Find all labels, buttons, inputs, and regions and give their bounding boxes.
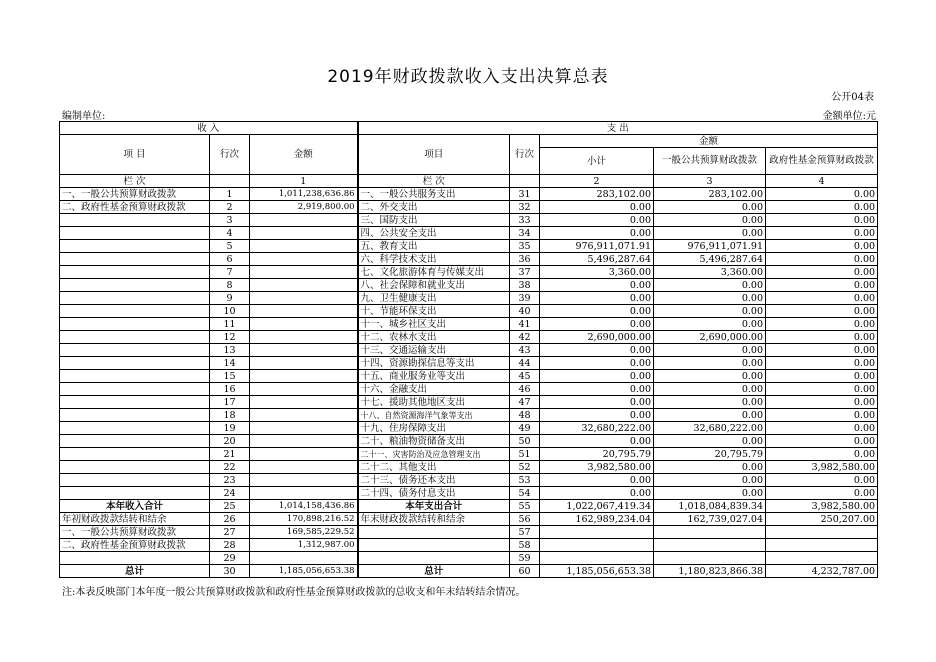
expense-row-no-cell: 32 [510,201,540,214]
total-row [60,513,878,526]
income-amount-cell [250,292,358,305]
income-row-no-cell: 5 [210,240,250,253]
income-row-no-cell: 17 [210,396,250,409]
table-row [60,422,878,435]
gov-fund-cell [766,539,878,552]
general-budget-cell: 0.00 [654,461,766,474]
income-item-cell [60,370,210,383]
gov-fund-cell: 0.00 [766,487,878,500]
gov-fund-cell: 0.00 [766,266,878,279]
column-index-1: 1 [250,175,358,188]
general-budget-cell: 976,911,071.91 [654,240,766,253]
expense-row-no-cell: 45 [510,370,540,383]
subtotal-cell: 0.00 [540,396,654,409]
expense-item-cell: 四、公共安全支出 [358,227,510,240]
expense-item-cell: 一、一般公共服务支出 [358,188,510,201]
column-index-2: 2 [540,175,654,188]
gov-fund-cell: 0.00 [766,435,878,448]
subtotal-cell: 0.00 [540,474,654,487]
subtotal-cell: 0.00 [540,487,654,500]
income-amount-cell [250,240,358,253]
table-row [60,292,878,305]
income-amount-cell: 1,014,158,436.86 [250,500,358,513]
footnote: 注:本表反映部门本年度一般公共预算财政拨款和政府性基金预算财政拨款的总收支和年末结转结余情况。 [62,587,526,598]
gov-fund-cell: 3,982,580.00 [766,461,878,474]
general-budget-cell: 0.00 [654,227,766,240]
income-amount-cell [250,357,358,370]
general-budget-cell: 0.00 [654,474,766,487]
expense-row-no-cell: 40 [510,305,540,318]
column-index-4: 4 [766,175,878,188]
subtotal-cell: 20,795.79 [540,448,654,461]
subtotal-cell: 162,989,234.04 [540,513,654,526]
subtotal-cell: 976,911,071.91 [540,240,654,253]
income-item-cell [60,214,210,227]
income-item-cell [60,331,210,344]
expense-item-cell [358,526,510,539]
subtotal-header: 小计 [540,148,654,175]
income-item-cell [60,344,210,357]
general-budget-cell: 0.00 [654,409,766,422]
general-budget-cell: 0.00 [654,396,766,409]
subtotal-cell: 32,680,222.00 [540,422,654,435]
income-item-cell [60,279,210,292]
income-item-cell [60,292,210,305]
income-item-cell [60,409,210,422]
expense-item-cell: 七、文化旅游体育与传媒支出 [358,266,510,279]
expense-section-header: 支 出 [358,122,878,135]
total-row [60,500,878,513]
expense-row-no-cell: 51 [510,448,540,461]
income-row-no-cell: 1 [210,188,250,201]
expense-item-cell: 总计 [358,565,510,578]
expense-item-cell: 二十一、灾害防治及应急管理支出 [358,448,510,461]
income-item-cell [60,253,210,266]
expense-row-no-cell: 39 [510,292,540,305]
expense-item-cell: 五、教育支出 [358,240,510,253]
income-row-no-cell: 6 [210,253,250,266]
expense-row-no-cell: 35 [510,240,540,253]
general-budget-cell: 283,102.00 [654,188,766,201]
expense-row-no-cell: 42 [510,331,540,344]
gov-fund-header: 政府性基金预算财政拨款 [766,148,878,175]
total-row [60,565,878,578]
gov-fund-cell: 0.00 [766,305,878,318]
table-row [60,201,878,214]
table-row [60,331,878,344]
subtotal-cell: 283,102.00 [540,188,654,201]
income-row-no-cell: 16 [210,383,250,396]
subtotal-cell: 0.00 [540,409,654,422]
income-amount-cell [250,214,358,227]
income-item-cell [60,552,210,565]
income-amount-cell [250,370,358,383]
expense-item-cell: 二十三、债务还本支出 [358,474,510,487]
table-row [60,396,878,409]
general-budget-cell: 0.00 [654,201,766,214]
subtotal-cell: 0.00 [540,435,654,448]
income-item-cell: 总计 [60,565,210,578]
general-budget-cell: 1,180,823,866.38 [654,565,766,578]
income-item-header: 项 目 [60,135,210,175]
gov-fund-cell: 0.00 [766,383,878,396]
income-amount-header: 金额 [250,135,358,175]
income-amount-cell [250,279,358,292]
income-item-cell [60,383,210,396]
subtotal-cell [540,539,654,552]
income-amount-cell: 1,312,987.00 [250,539,358,552]
subtotal-cell: 0.00 [540,214,654,227]
general-budget-cell: 0.00 [654,214,766,227]
income-amount-cell [250,227,358,240]
income-item-cell: 二、政府性基金预算财政拨款 [60,539,210,552]
expense-row-no-cell: 31 [510,188,540,201]
expense-item-header: 项目 [358,135,510,175]
expense-row-no-cell: 52 [510,461,540,474]
subtotal-cell: 0.00 [540,292,654,305]
gov-fund-cell: 0.00 [766,422,878,435]
income-item-cell: 一、一般公共预算财政拨款 [60,188,210,201]
gov-fund-cell: 0.00 [766,370,878,383]
subtotal-cell: 0.00 [540,227,654,240]
expense-row-no-cell: 46 [510,383,540,396]
expense-row-no-cell: 41 [510,318,540,331]
gov-fund-cell: 0.00 [766,188,878,201]
table-row [60,409,878,422]
income-amount-cell [250,435,358,448]
gov-fund-cell: 0.00 [766,331,878,344]
gov-fund-cell [766,526,878,539]
general-budget-cell: 0.00 [654,383,766,396]
subtotal-cell [540,552,654,565]
gov-fund-cell: 0.00 [766,396,878,409]
expense-row-no-cell: 38 [510,279,540,292]
income-amount-cell [250,461,358,474]
expense-item-cell: 十、节能环保支出 [358,305,510,318]
general-budget-cell: 20,795.79 [654,448,766,461]
subtotal-cell: 5,496,287.64 [540,253,654,266]
currency-unit-label: 金额单位:元 [822,111,876,122]
income-amount-cell: 1,011,238,636.86 [250,188,358,201]
gov-fund-cell: 4,232,787.00 [766,565,878,578]
expense-row-no-cell: 59 [510,552,540,565]
expense-item-cell: 八、社会保障和就业支出 [358,279,510,292]
income-row-no-cell: 18 [210,409,250,422]
general-budget-cell: 0.00 [654,318,766,331]
subtotal-cell: 2,690,000.00 [540,331,654,344]
income-item-cell [60,448,210,461]
total-row [60,526,878,539]
gov-fund-cell: 0.00 [766,409,878,422]
income-row-no-cell: 24 [210,487,250,500]
expense-row-no-cell: 57 [510,526,540,539]
expense-row-no-cell: 55 [510,500,540,513]
gov-fund-cell: 0.00 [766,292,878,305]
general-budget-cell: 0.00 [654,487,766,500]
general-budget-cell: 1,018,084,839.34 [654,500,766,513]
income-row-no-cell: 15 [210,370,250,383]
table-row [60,227,878,240]
total-row [60,539,878,552]
expense-item-cell: 十二、农林水支出 [358,331,510,344]
table-row [60,487,878,500]
amount-group-header: 金额 [540,135,878,148]
general-budget-cell: 32,680,222.00 [654,422,766,435]
gov-fund-cell: 0.00 [766,279,878,292]
income-item-cell: 年初财政拨款结转和结余 [60,513,210,526]
expense-item-cell: 十八、自然资源海洋气象等支出 [358,409,510,422]
table-row [60,448,878,461]
subtotal-cell: 3,360.00 [540,266,654,279]
income-row-no-cell: 27 [210,526,250,539]
expense-row-no-cell: 54 [510,487,540,500]
general-budget-cell: 0.00 [654,305,766,318]
subtotal-cell: 0.00 [540,305,654,318]
table-row [60,370,878,383]
subtotal-cell: 0.00 [540,344,654,357]
income-row-no-cell: 13 [210,344,250,357]
general-budget-cell: 2,690,000.00 [654,331,766,344]
income-amount-cell [250,552,358,565]
expense-row-no-cell: 47 [510,396,540,409]
income-row-no-cell: 29 [210,552,250,565]
expense-row-no-cell: 43 [510,344,540,357]
expense-row-no-cell: 44 [510,357,540,370]
expense-item-cell: 二、外交支出 [358,201,510,214]
income-section-header: 收 入 [60,122,358,135]
total-row [60,552,878,565]
gov-fund-cell: 0.00 [766,357,878,370]
income-item-cell [60,240,210,253]
income-amount-cell: 1,185,056,653.38 [250,565,358,578]
expense-item-cell: 十七、援助其他地区支出 [358,396,510,409]
general-budget-cell: 0.00 [654,435,766,448]
income-row-no-cell: 12 [210,331,250,344]
expense-item-cell: 十四、资源勘探信息等支出 [358,357,510,370]
subtotal-cell: 0.00 [540,383,654,396]
expense-item-cell: 六、科学技术支出 [358,253,510,266]
expense-row-no-cell: 33 [510,214,540,227]
expense-item-cell: 十三、交通运输支出 [358,344,510,357]
general-budget-cell: 162,739,027.04 [654,513,766,526]
table-row [60,266,878,279]
expense-item-cell: 二十二、其他支出 [358,461,510,474]
income-row-no-cell: 8 [210,279,250,292]
general-budget-cell: 0.00 [654,292,766,305]
income-item-cell [60,266,210,279]
table-row [60,344,878,357]
table-row [60,305,878,318]
general-budget-cell: 0.00 [654,344,766,357]
subtotal-cell: 0.00 [540,279,654,292]
income-row-no-cell: 4 [210,227,250,240]
compiling-unit-label: 编制单位: [62,111,106,122]
income-amount-cell [250,253,358,266]
income-item-cell [60,487,210,500]
income-amount-cell [250,318,358,331]
income-row-no-cell: 26 [210,513,250,526]
income-amount-cell [250,266,358,279]
income-item-cell: 本年收入合计 [60,500,210,513]
column-label-expense: 栏 次 [358,175,510,188]
income-row-no-cell: 30 [210,565,250,578]
income-amount-cell [250,409,358,422]
income-amount-cell [250,422,358,435]
gov-fund-cell: 0.00 [766,474,878,487]
subtotal-cell: 0.00 [540,370,654,383]
income-amount-cell: 169,585,229.52 [250,526,358,539]
income-row-no-header: 行次 [210,135,250,175]
gov-fund-cell: 0.00 [766,201,878,214]
income-row-no-cell: 3 [210,214,250,227]
expense-item-cell: 三、国防支出 [358,214,510,227]
gov-fund-cell: 250,207.00 [766,513,878,526]
subtotal-cell [540,526,654,539]
income-row-no-cell: 2 [210,201,250,214]
expense-row-no-cell: 49 [510,422,540,435]
table-row [60,240,878,253]
subtotal-cell: 1,022,067,419.34 [540,500,654,513]
table-row [60,435,878,448]
general-budget-cell [654,539,766,552]
income-row-no-cell: 20 [210,435,250,448]
general-budget-cell [654,526,766,539]
income-row-no-cell: 22 [210,461,250,474]
general-budget-cell: 0.00 [654,370,766,383]
gov-fund-cell: 0.00 [766,227,878,240]
table-row [60,461,878,474]
table-row [60,279,878,292]
gov-fund-cell: 0.00 [766,253,878,266]
table-row [60,383,878,396]
expense-row-no-cell: 37 [510,266,540,279]
subtotal-cell: 3,982,580.00 [540,461,654,474]
income-row-no-cell: 7 [210,266,250,279]
general-budget-header: 一般公共预算财政拨款 [654,148,766,175]
income-amount-cell [250,396,358,409]
form-number: 公开04表 [831,92,874,103]
income-item-cell [60,357,210,370]
report-title: 2019年财政拨款收入支出决算总表 [327,67,609,87]
gov-fund-cell: 0.00 [766,240,878,253]
income-row-no-cell: 19 [210,422,250,435]
expense-row-no-cell: 36 [510,253,540,266]
expense-item-cell: 十一、城乡社区支出 [358,318,510,331]
expense-row-no-cell: 50 [510,435,540,448]
income-amount-cell [250,474,358,487]
income-item-cell [60,396,210,409]
table-row [60,357,878,370]
income-row-no-cell: 11 [210,318,250,331]
income-item-cell [60,422,210,435]
general-budget-cell: 5,496,287.64 [654,253,766,266]
table-row [60,214,878,227]
expense-row-no-cell: 34 [510,227,540,240]
expense-row-no-cell: 56 [510,513,540,526]
general-budget-cell [654,552,766,565]
expense-item-cell: 十六、金融支出 [358,383,510,396]
income-amount-cell [250,487,358,500]
income-amount-cell: 2,919,800.00 [250,201,358,214]
expense-row-no-cell: 48 [510,409,540,422]
expense-item-cell [358,552,510,565]
income-amount-cell [250,305,358,318]
income-item-cell: 二、政府性基金预算财政拨款 [60,201,210,214]
subtotal-cell: 0.00 [540,318,654,331]
income-row-no-cell: 21 [210,448,250,461]
table-row [60,188,878,201]
expense-item-cell: 年末财政拨款结转和结余 [358,513,510,526]
table-row [60,253,878,266]
gov-fund-cell: 0.00 [766,344,878,357]
column-label-income: 栏 次 [60,175,210,188]
subtotal-cell: 0.00 [540,357,654,370]
subtotal-cell: 0.00 [540,201,654,214]
income-amount-cell [250,383,358,396]
income-item-cell [60,305,210,318]
income-row-no-cell: 10 [210,305,250,318]
gov-fund-cell [766,552,878,565]
gov-fund-cell: 0.00 [766,318,878,331]
gov-fund-cell: 3,982,580.00 [766,500,878,513]
expense-item-cell: 二十四、债务付息支出 [358,487,510,500]
income-row-no-cell: 25 [210,500,250,513]
subtotal-cell: 1,185,056,653.38 [540,565,654,578]
budget-summary-table [59,121,878,578]
expense-item-cell: 二十、粮油物资储备支出 [358,435,510,448]
income-item-cell [60,435,210,448]
income-item-cell [60,461,210,474]
expense-item-cell: 九、卫生健康支出 [358,292,510,305]
income-amount-cell: 170,898,216.52 [250,513,358,526]
income-amount-cell [250,344,358,357]
general-budget-cell: 0.00 [654,279,766,292]
income-row-no-cell: 14 [210,357,250,370]
income-row-no-cell: 28 [210,539,250,552]
column-index-3: 3 [654,175,766,188]
income-row-no-cell: 23 [210,474,250,487]
general-budget-cell: 3,360.00 [654,266,766,279]
expense-item-cell: 十五、商业服务业等支出 [358,370,510,383]
income-item-cell [60,474,210,487]
income-item-cell: 一、一般公共预算财政拨款 [60,526,210,539]
gov-fund-cell: 0.00 [766,448,878,461]
income-item-cell [60,318,210,331]
general-budget-cell: 0.00 [654,357,766,370]
expense-row-no-cell: 60 [510,565,540,578]
income-amount-cell [250,331,358,344]
expense-item-cell: 十九、住房保障支出 [358,422,510,435]
income-item-cell [60,227,210,240]
expense-item-cell: 本年支出合计 [358,500,510,513]
gov-fund-cell: 0.00 [766,214,878,227]
income-row-no-cell: 9 [210,292,250,305]
expense-row-no-cell: 53 [510,474,540,487]
table-row [60,318,878,331]
income-amount-cell [250,448,358,461]
expense-row-no-header: 行次 [510,135,540,175]
expense-row-no-cell: 58 [510,539,540,552]
expense-item-cell [358,539,510,552]
table-row [60,474,878,487]
